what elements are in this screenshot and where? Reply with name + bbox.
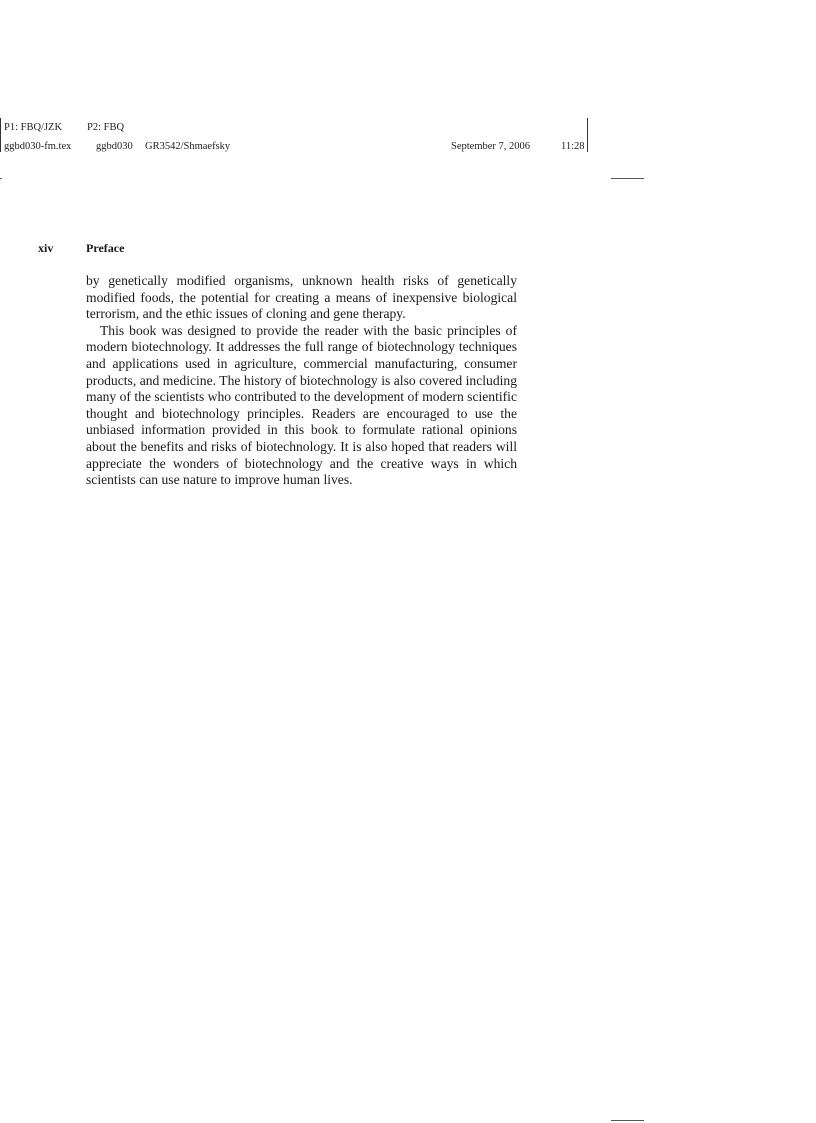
running-head-title: Preface — [86, 241, 125, 255]
slug-job-code: ggbd030 — [96, 141, 133, 152]
slug-filename: ggbd030-fm.tex — [4, 141, 72, 152]
paragraph-book-purpose: This book was designed to provide the reader with the basic principles of modern biotechnology. It addresses the full range of biotechnology techniques and applications used in agriculture, commercial manufacturing, consumer products, and medicine. The history of biotechnology is also covered including many of the scientists who contributed to the development of modern scientific thought and biotechnology principles. Readers are encouraged to use the unbiased information provided in this book to formulate rational opinions about the benefits and risks of biotechnology. It is also hoped that readers will appreciate the wonders of biotechnology and the creative ways in which scientists can use nature to improve human lives. — [86, 322, 517, 488]
slug-p1: P1: FBQ/JZK — [4, 122, 63, 133]
crop-mark-top-left — [0, 178, 2, 179]
crop-mark-top-right — [611, 178, 644, 179]
slug-date: September 7, 2006 — [451, 141, 531, 152]
slug-time: 11:28 — [561, 141, 585, 152]
slug-right-rule — [587, 118, 588, 152]
slug-p2: P2: FBQ — [87, 122, 125, 133]
paragraph-continuation: by genetically modified organisms, unknown health risks of genetically modified foods, the potential for creating a means of inexpensive biological terrorism, and the ethic issues of cloning and gene therapy. — [86, 273, 517, 322]
slug-left-rule — [0, 118, 1, 152]
slug-isbn-author: GR3542/Shmaefsky — [145, 141, 231, 152]
page-number: xiv — [38, 241, 54, 255]
body-text — [86, 273, 517, 489]
crop-mark-bottom-right — [611, 1120, 644, 1121]
